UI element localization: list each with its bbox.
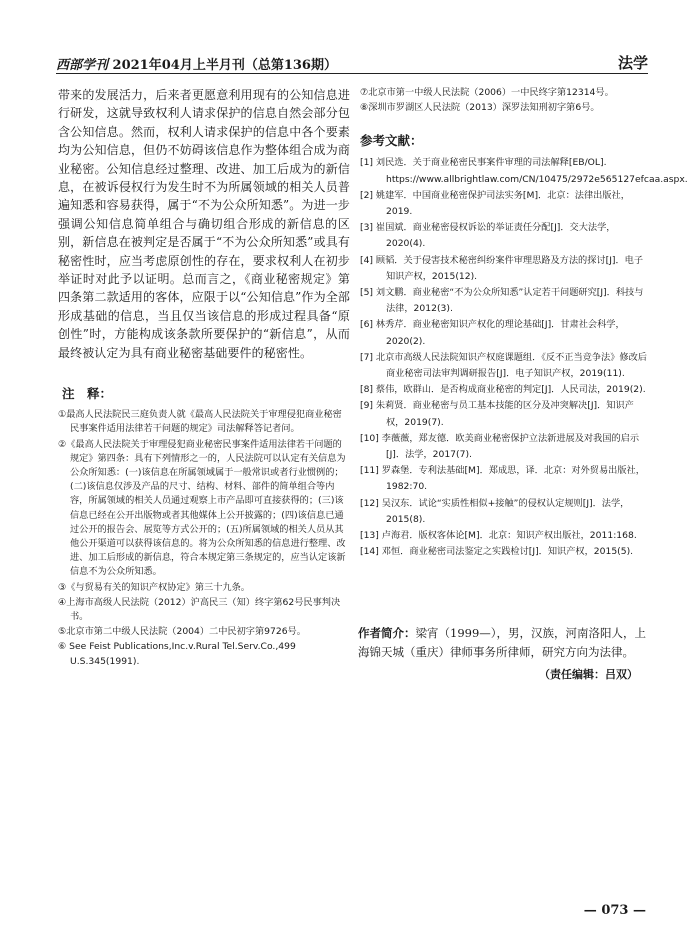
left-column (58, 86, 350, 670)
note-5: ⑤北京市第二中级人民法院（2004）二中民初字第9726号。 (58, 626, 306, 638)
reference-item: [11] 罗森堡．专利法基础[M]．郑成思，译．北京：对外贸易出版社，1982:70. (360, 465, 645, 493)
note-8: ⑧深圳市罗湖区人民法院（2013）深罗法知刑初字第6号。 (360, 102, 600, 114)
reference-item: [13] 卢海君．版权客体论[M]．北京：知识产权出版社，2011:168. (360, 530, 637, 542)
note-6: ⑥ See Feist Publications,Inc.v.Rural Tel.Serv.Co.,499 U.S.345(1991). (58, 641, 296, 667)
right-column (360, 86, 688, 560)
notes-heading: 注 释： (62, 386, 113, 402)
reference-item: [4] 顾韬．关于侵害技术秘密纠纷案件审理思路及方法的探讨[J]．电子知识产权，2015(12). (360, 254, 644, 282)
reference-item: [2] 姚建军．中国商业秘密保护司法实务[M]．北京：法律出版社，2019. (360, 189, 630, 218)
editor-note: （责任编辑：吕双） (539, 668, 638, 681)
header-rule (56, 73, 648, 74)
author-label: 作者简介： (358, 626, 416, 640)
author-text: 梁宵（1999—），男，汉族，河南洛阳人，上海锦天城（重庆）律师事务所律师，研究方向为法律。 (358, 626, 647, 659)
page-header (56, 52, 648, 74)
reference-item: [12] 吴汉东．试论“实质性相似+接触”的侵权认定规则[J]．法学，2015(8). (360, 497, 630, 525)
reference-item: [9] 朱莉贤．商业秘密与员工基本技能的区分及冲突解决[J]．知识产权，2019(7). (360, 400, 634, 428)
note-7: ⑦北京市第一中级人民法院（2006）一中民终字第12314号。 (360, 87, 614, 98)
reference-item: [6] 林秀芹．商业秘密知识产权化的理论基础[J]．甘肃社会科学，2020(2). (360, 319, 625, 347)
section-title: 法学 (617, 54, 648, 72)
journal-info (56, 54, 337, 73)
note-2: ②《最高人民法院关于审理侵犯商业秘密民事案件适用法律若干问题的规定》第四条：具有下列情形之一的，人民法院可以认定有关信息为公众所知悉：(一)该信息在所属领域属于一般常识或者行业惯例的；(二)该信息仅涉及产品的尺寸、结构、材料、部件的简单组合等内容，所属领域的相关人员通过观察上市产品即可直接获得的；(三)该信息已经在公开出版物或者其他媒体上公开披露的；(四)该信息已通过公开的报告会、展览等方式公开的；(五)所属领域的相关人员从其他公开渠道可以获得该信息的。将为公众所知悉的信息进行整理、改进、加工后形成的新信息，符合本规定第三条规定的，应当认定该新信息不为公众所知悉。 (58, 438, 346, 578)
page-number: — 073 — (583, 903, 646, 918)
author-note (358, 624, 650, 662)
reference-item: [3] 崔国斌．商业秘密侵权诉讼的举证责任分配[J]．交大法学，2020(4). (360, 222, 616, 250)
journal-logo: 西部学刊 (56, 58, 109, 73)
references-heading: 参考文献： (360, 133, 423, 149)
note-1: ①最高人民法院民三庭负责人就《最高人民法院关于审理侵犯商业秘密民事案件适用法律若干问题的规定》司法解释答记者问。 (58, 409, 342, 435)
references-list (360, 155, 688, 560)
reference-item: [8] 蔡伟，欧群山．是否构成商业秘密的判定[J]．人民司法，2019(2). (360, 384, 646, 396)
body-paragraph: 带来的发展活力，后来者更愿意利用现有的公知信息进行研发，这就导致权利人请求保护的信息自然会部分包含公知信息。然而，权利人请求保护的信息中各个要素均为公知信息，但仍不妨碍该信息作为整体组合成为商业秘密。公知信息经过整理、改进、加工后成为的新信息，在被诉侵权行为发生时不为所属领域的相关人员普遍知悉和容易获得，属于“不为公众所知悉”。为进一步强调公知信息简单组合与确切组合形成的新信息的区别，新信息在被判定是否属于“不为公众所知悉”或具有秘密性时，应当考虑原创性的存在，要求权利人在初步举证时对此予以证明。总而言之，《商业秘密规定》第四条第二款适用的客体，应限于以“公知信息”作为全部形成基础的信息，当且仅当该信息的形成过程具备“原创性”时，方能构成该条款所要保护的“新信息”，从而最终被认定为具有商业秘密基础要件的秘密性。 (58, 88, 350, 360)
note-3: ③《与贸易有关的知识产权协定》第三十九条。 (58, 581, 250, 593)
reference-item: [5] 刘文鹏．商业秘密“不为公众所知悉”认定若干问题研究[J]．科技与法律，2012(3). (360, 287, 644, 315)
notes-list (58, 408, 350, 669)
reference-item: [1] 刘民选．关于商业秘密民事案件审理的司法解释[EB/OL]. https://www.allbrightlaw.com/CN/10475/2972e565127efcaa.aspx. (360, 157, 688, 185)
reference-item: [7] 北京市高级人民法院知识产权庭课题组．《反不正当竞争法》修改后商业秘密司法审判调研报告[J]．电子知识产权，2019(11). (360, 351, 647, 380)
reference-item: [10] 李薇薇，郑友德．欧美商业秘密保护立法新进展及对我国的启示[J]．法学，2017(7). (360, 432, 640, 461)
note-4: ④上海市高级人民法院（2012）沪高民三（知）终字第62号民事判决书。 (58, 596, 341, 622)
reference-item: [14] 邓恒．商业秘密司法鉴定之实践检讨[J]．知识产权，2015(5). (360, 546, 634, 558)
issue-info: 2021年04月上半月刊（总第136期） (112, 58, 337, 73)
